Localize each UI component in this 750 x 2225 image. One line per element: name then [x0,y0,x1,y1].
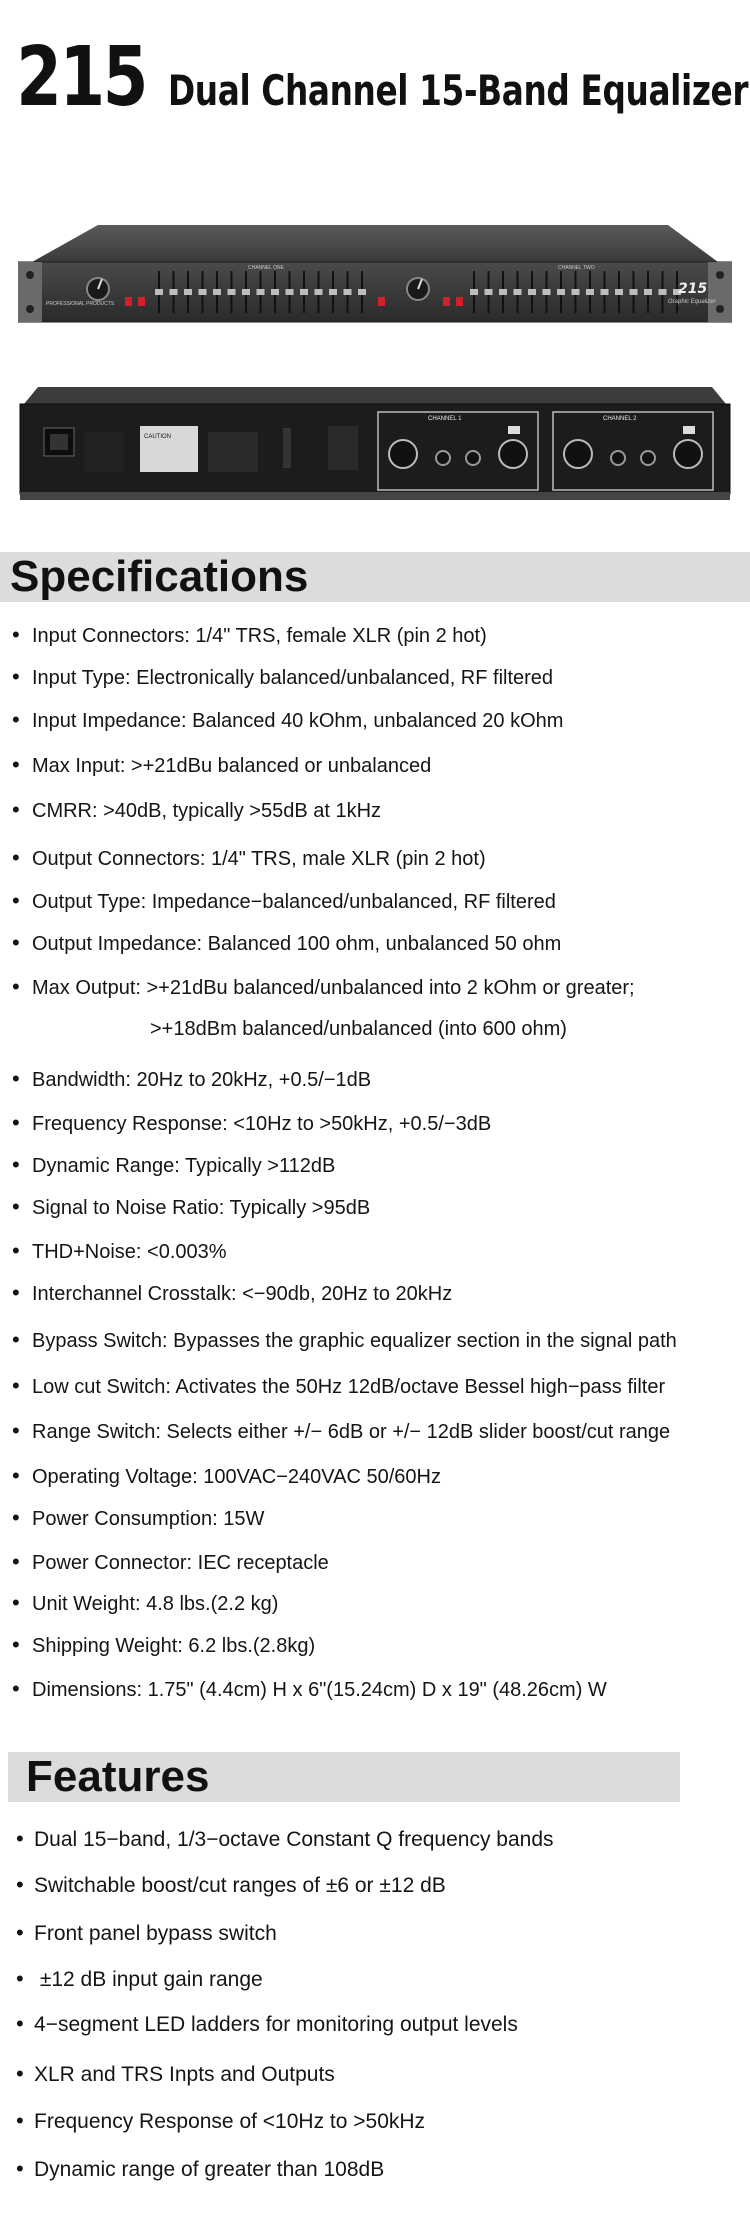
slider-knob [286,289,294,295]
slider-knob [228,289,236,295]
slider-knob [257,289,265,295]
bullet-icon: • [16,1826,24,1851]
features-heading: Features [26,1752,210,1801]
bullet-icon: • [12,622,20,647]
spec-item [12,707,563,733]
spec-item [12,1110,491,1136]
rear-panel-image [18,382,732,507]
bullet-icon: • [12,1676,20,1701]
bullet-icon: • [12,888,20,913]
bullet-icon: • [12,974,20,999]
slider-knob [184,289,192,295]
spec-item [12,1373,665,1399]
feature-text: Front panel bypass switch [34,1922,277,1945]
slider-knob [485,289,493,295]
feature-item [16,2011,518,2037]
slider-knob [344,289,352,295]
feature-item [16,2156,384,2182]
bullet-icon: • [12,1463,20,1488]
spec-item [12,1238,227,1264]
spec-item [12,622,487,648]
bullet-icon: • [12,1632,20,1657]
slider-knob [499,289,507,295]
spec-item [12,664,553,690]
feature-text: Dynamic range of greater than 108dB [34,2158,385,2181]
feature-text: XLR and TRS Inpts and Outputs [34,2063,335,2086]
spec-text: Input Connectors: 1/4" TRS, female XLR (pin 2 hot) [32,625,487,647]
slider-knob [572,289,580,295]
model-badge: 215 [678,281,708,297]
spec-item [12,974,635,1000]
spec-item [12,1549,329,1575]
bullet-icon: • [12,1152,20,1177]
slider-knob [615,289,623,295]
spec-text: Input Impedance: Balanced 40 kOhm, unbalanced 20 kOhm [32,710,564,732]
slider-knob [199,289,207,295]
feature-text: Switchable boost/cut ranges of ±6 or ±12 dB [34,1874,446,1897]
spec-text: Low cut Switch: Activates the 50Hz 12dB/octave Bessel high−pass filter [32,1376,666,1398]
spec-item [12,1590,278,1616]
spec-item [12,752,431,778]
spec-item [12,888,556,914]
specifications-heading-bar [0,552,750,602]
slider-knob [630,289,638,295]
spec-item [12,1463,441,1489]
bullet-icon: • [12,1066,20,1091]
spec-max-output-continuation: >+18dBm balanced/unbalanced (into 600 ohm) [150,1018,567,1040]
bullet-icon: • [12,1505,20,1530]
spec-text: Bandwidth: 20Hz to 20kHz, +0.5/−1dB [32,1069,372,1091]
spec-text: CMRR: >40dB, typically >55dB at 1kHz [32,800,382,822]
slider-knob [659,289,667,295]
caution-label: CAUTION [144,434,171,440]
features-heading-bar [8,1752,680,1802]
bullet-icon: • [16,1920,24,1945]
bullet-icon: • [12,930,20,955]
slider-knob [271,289,279,295]
specifications-heading: Specifications [10,552,309,601]
slider-knob [155,289,163,295]
spec-text: Shipping Weight: 6.2 lbs.(2.8kg) [32,1635,316,1657]
spec-text: Frequency Response: <10Hz to >50kHz, +0.5/−3dB [32,1113,492,1135]
bullet-icon: • [16,2061,24,2086]
spec-text: Input Type: Electronically balanced/unbalanced, RF filtered [32,667,554,689]
spec-item [12,930,561,956]
bullet-icon: • [16,2108,24,2133]
feature-item [16,1872,446,1898]
bullet-icon: • [12,664,20,689]
spec-text: Dynamic Range: Typically >112dB [32,1155,336,1177]
feature-text: Frequency Response of <10Hz to >50kHz [34,2110,426,2133]
feature-text: Dual 15−band, 1/3−octave Constant Q frequency bands [34,1828,554,1851]
spec-item [12,1632,315,1658]
spec-text: Dimensions: 1.75" (4.4cm) H x 6"(15.24cm) D x 19" (48.26cm) W [32,1679,607,1701]
slider-knob [644,289,652,295]
bullet-icon: • [12,707,20,732]
bullet-icon: • [12,845,20,870]
bullet-icon: • [12,1238,20,1263]
bullet-icon: • [12,752,20,777]
spec-text: Unit Weight: 4.8 lbs.(2.2 kg) [32,1593,279,1615]
spec-item [12,845,486,871]
slider-knob [543,289,551,295]
brand-label: PROFESSIONAL PRODUCTS [46,301,115,307]
feature-item [16,1920,277,1946]
model-sub: Graphic Equalizer [668,299,716,305]
model-number: 215 [16,30,146,125]
spec-item [12,1327,677,1353]
slider-knob [242,289,250,295]
spec-item [12,1418,670,1444]
spec-text: Power Consumption: 15W [32,1508,265,1530]
channel-one-label: CHANNEL ONE [248,265,284,271]
bullet-icon: • [12,1194,20,1219]
spec-text: Power Connector: IEC receptacle [32,1552,329,1574]
spec-text: Max Output: >+21dBu balanced/unbalanced into 2 kOhm or greater; [32,977,635,999]
spec-item [12,1194,370,1220]
slider-knob [300,289,308,295]
slider-knob [557,289,565,295]
spec-text: Max Input: >+21dBu balanced or unbalanced [32,755,432,777]
bullet-icon: • [12,797,20,822]
rear-channel-1: CHANNEL 1 [428,416,462,422]
bullet-icon: • [12,1418,20,1443]
feature-item [16,1966,263,1992]
bullet-icon: • [16,1966,24,1991]
spec-item [12,1676,607,1702]
feature-item [16,1826,554,1852]
slider-knob [601,289,609,295]
slider-knob [213,289,221,295]
slider-knob [586,289,594,295]
product-name: Dual Channel 15-Band Equalizer [168,66,749,115]
feature-item [16,2108,425,2134]
spec-text: Output Type: Impedance−balanced/unbalanced, RF filtered [32,891,556,913]
front-panel-image [18,205,732,335]
bullet-icon: • [12,1590,20,1615]
page-title [0,30,750,125]
slider-knob [315,289,323,295]
slider-knob [470,289,478,295]
spec-text: Range Switch: Selects either +/− 6dB or +/− 12dB slider boost/cut range [32,1421,671,1443]
spec-text: Bypass Switch: Bypasses the graphic equalizer section in the signal path [32,1330,677,1352]
bullet-icon: • [12,1110,20,1135]
spec-item [12,797,381,823]
spec-text: THD+Noise: <0.003% [32,1241,227,1263]
slider-knob [329,289,337,295]
channel-two-label: CHANNEL TWO [558,265,595,271]
spec-item [12,1280,452,1306]
feature-text: ±12 dB input gain range [34,1968,263,1991]
slider-knob [514,289,522,295]
bullet-icon: • [12,1280,20,1305]
spec-text: Operating Voltage: 100VAC−240VAC 50/60Hz [32,1466,441,1488]
bullet-icon: • [12,1327,20,1352]
feature-item [16,2061,335,2087]
bullet-icon: • [12,1373,20,1398]
spec-text: Output Impedance: Balanced 100 ohm, unbalanced 50 ohm [32,933,562,955]
feature-text: 4−segment LED ladders for monitoring output levels [34,2013,518,2036]
bullet-icon: • [12,1549,20,1574]
spec-item [12,1152,335,1178]
spec-item [12,1505,264,1531]
bullet-icon: • [16,1872,24,1897]
bullet-icon: • [16,2011,24,2036]
spec-text: Signal to Noise Ratio: Typically >95dB [32,1197,371,1219]
bullet-icon: • [16,2156,24,2181]
spec-text: Output Connectors: 1/4" TRS, male XLR (pin 2 hot) [32,848,486,870]
slider-knob [528,289,536,295]
slider-knob [170,289,178,295]
slider-knob [358,289,366,295]
rear-channel-2: CHANNEL 2 [603,416,637,422]
spec-item [12,1066,371,1092]
spec-text: Interchannel Crosstalk: <−90db, 20Hz to 20kHz [32,1283,453,1305]
